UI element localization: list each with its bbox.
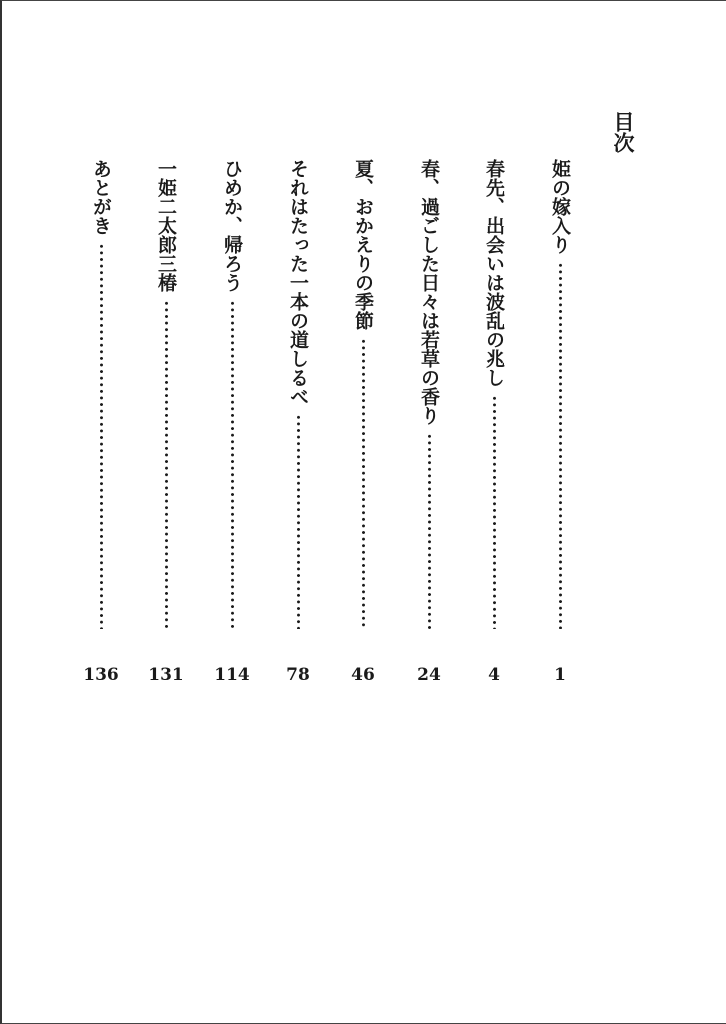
toc-entry-title: 夏、おかえりの季節: [352, 159, 374, 330]
dot-leader: [428, 433, 431, 629]
toc-entry-page-number: 136: [83, 665, 119, 685]
toc-entry-7[interactable]: [151, 159, 181, 629]
toc-entry-title: 春、過ごした日々は若草の香り: [418, 159, 440, 425]
toc-entry-8[interactable]: [86, 159, 116, 629]
toc-entry-page-number: 24: [417, 665, 441, 685]
toc-entry-title: あとがき: [90, 159, 112, 235]
toc-entry-page-number: 131: [148, 665, 184, 685]
toc-entry-3[interactable]: [414, 159, 444, 629]
toc-entry-title: 一姫二太郎三椿: [155, 159, 177, 292]
toc-entry-page-number: 46: [351, 665, 375, 685]
toc-entry-title: 春先、出会いは波乱の兆し: [483, 159, 505, 387]
dot-leader: [100, 243, 103, 629]
toc-entry-title: 姫の嫁入り: [549, 159, 571, 254]
dot-leader: [231, 300, 234, 629]
toc-entry-6[interactable]: [217, 159, 247, 629]
dot-leader: [362, 338, 365, 629]
toc-entry-5[interactable]: [283, 159, 313, 629]
toc-entry-1[interactable]: [545, 159, 575, 629]
toc-entry-title: それはたった一本の道しるべ: [287, 159, 309, 406]
dot-leader: [165, 300, 168, 629]
toc-entry-page-number: 1: [554, 665, 566, 685]
dot-leader: [297, 414, 300, 629]
toc-entry-2[interactable]: [479, 159, 509, 629]
toc-heading: 目次: [611, 111, 636, 153]
dot-leader: [559, 262, 562, 629]
toc-entry-page-number: 78: [286, 665, 310, 685]
toc-entry-4[interactable]: [348, 159, 378, 629]
toc-entry-page-number: 4: [488, 665, 500, 685]
dot-leader: [493, 395, 496, 629]
toc-entry-page-number: 114: [214, 665, 250, 685]
toc-entry-title: ひめか、帰ろう: [221, 159, 243, 292]
